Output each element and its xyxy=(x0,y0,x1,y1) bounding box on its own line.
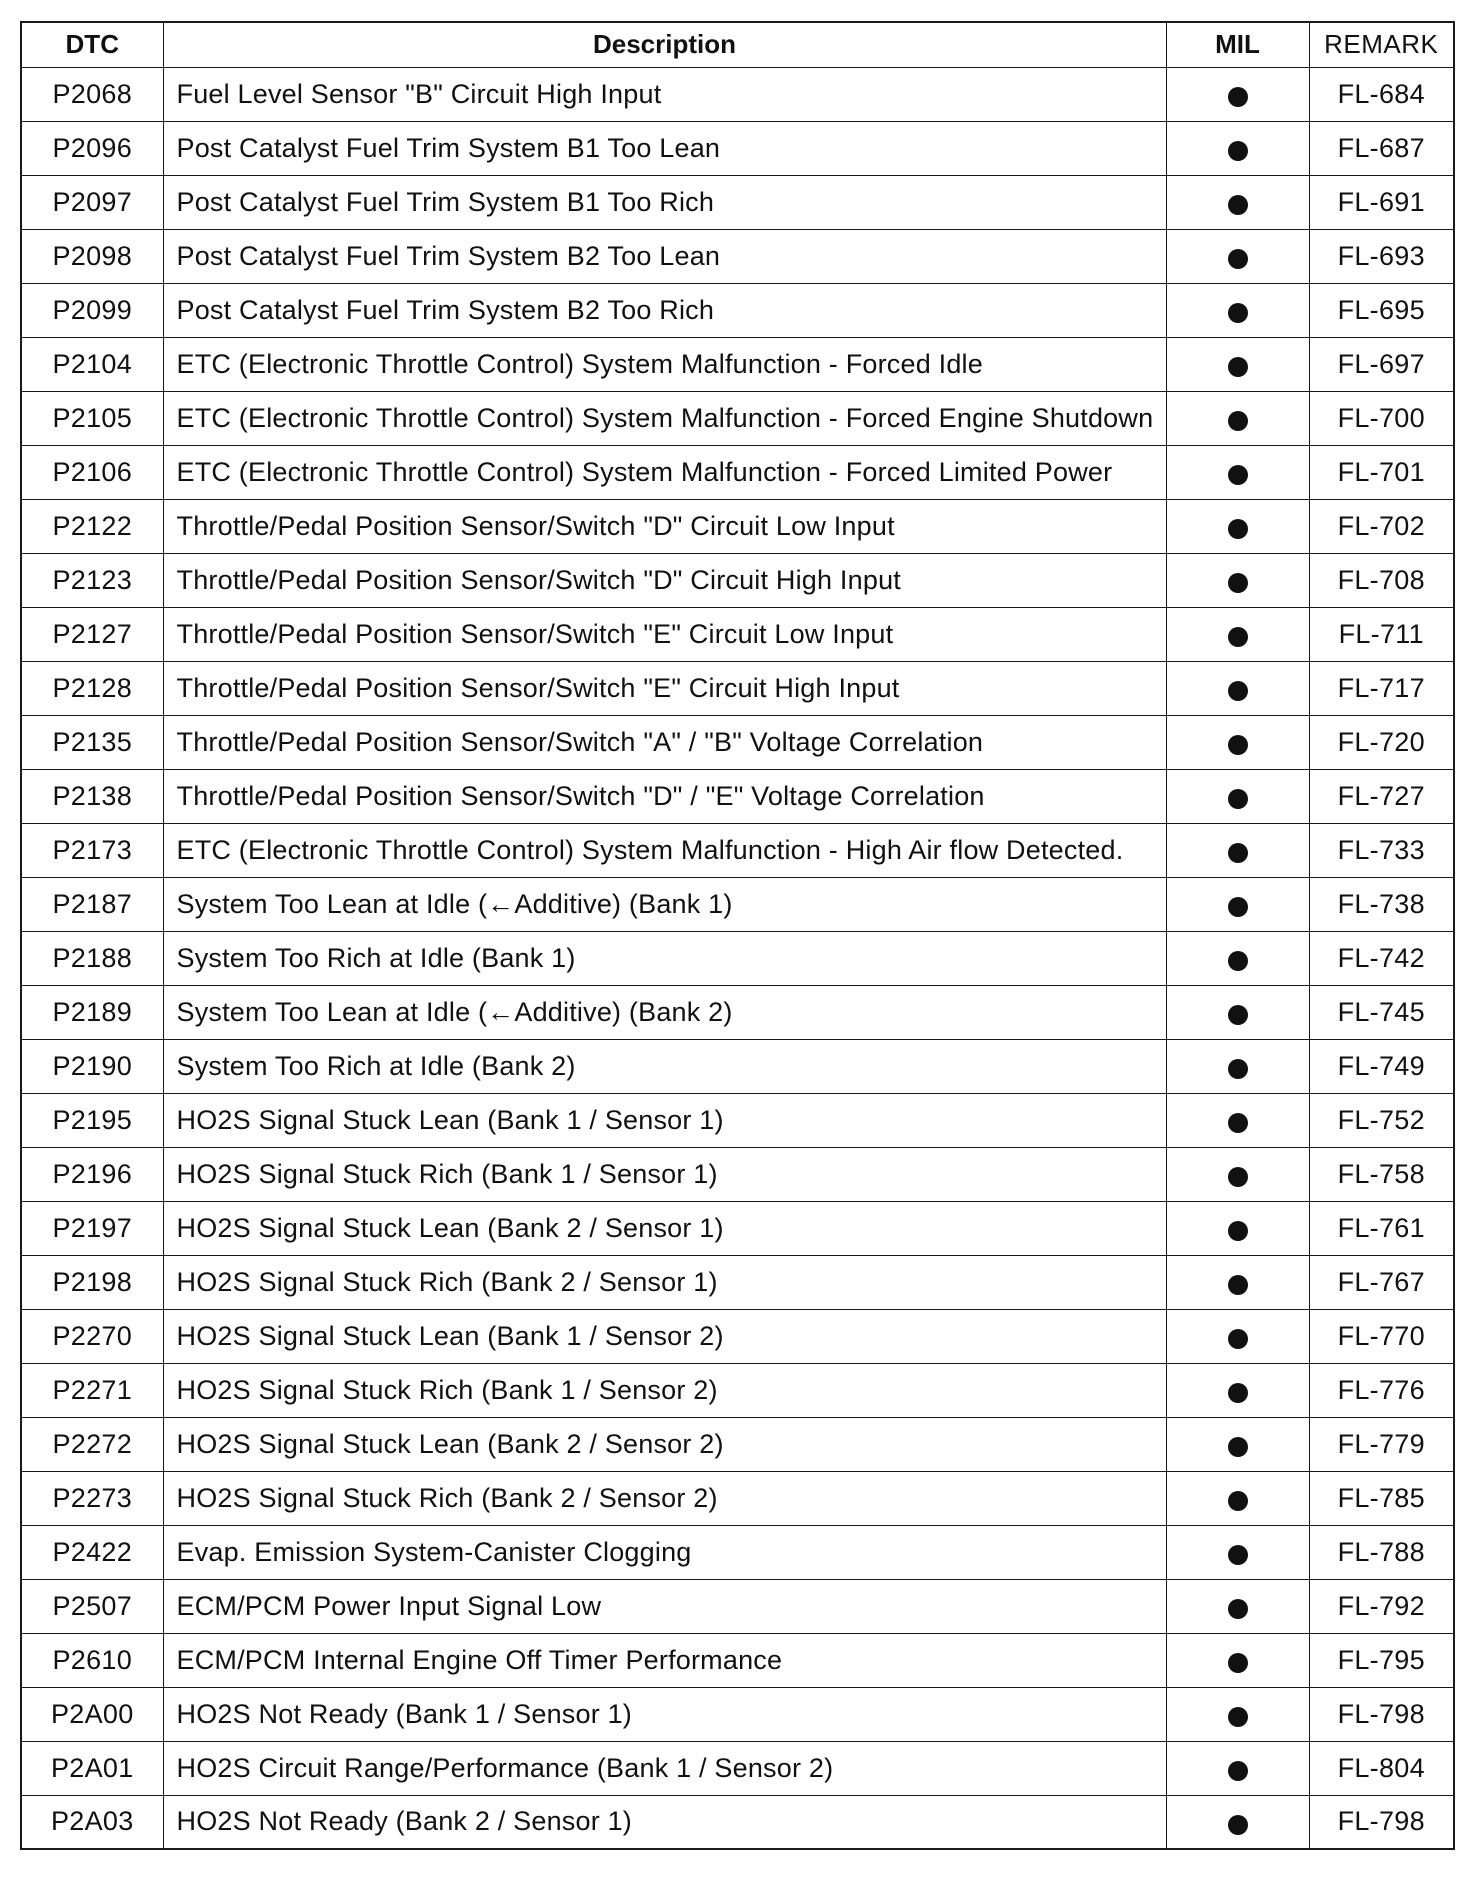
mil-indicator-icon xyxy=(1228,195,1248,215)
table-row xyxy=(21,229,1454,283)
dtc-description: HO2S Signal Stuck Rich (Bank 2 / Sensor 1) xyxy=(163,1255,1166,1309)
table-row xyxy=(21,1309,1454,1363)
dtc-description: Throttle/Pedal Position Sensor/Switch "A" / "B" Voltage Correlation xyxy=(163,715,1166,769)
remark-reference: FL-745 xyxy=(1309,985,1454,1039)
dtc-code: P2A00 xyxy=(21,1687,163,1741)
mil-indicator-icon xyxy=(1228,465,1248,485)
mil-cell xyxy=(1166,1363,1309,1417)
mil-cell xyxy=(1166,67,1309,121)
dtc-description: ETC (Electronic Throttle Control) System Malfunction - Forced Idle xyxy=(163,337,1166,391)
mil-cell xyxy=(1166,1039,1309,1093)
dtc-description: ECM/PCM Power Input Signal Low xyxy=(163,1579,1166,1633)
mil-cell xyxy=(1166,445,1309,499)
dtc-description: Evap. Emission System-Canister Clogging xyxy=(163,1525,1166,1579)
dtc-description: System Too Lean at Idle (←Additive) (Bank 1) xyxy=(163,877,1166,931)
mil-cell xyxy=(1166,1255,1309,1309)
mil-cell xyxy=(1166,1147,1309,1201)
dtc-code: P2188 xyxy=(21,931,163,985)
remark-reference: FL-687 xyxy=(1309,121,1454,175)
mil-cell xyxy=(1166,769,1309,823)
remark-reference: FL-697 xyxy=(1309,337,1454,391)
dtc-code: P2198 xyxy=(21,1255,163,1309)
remark-reference: FL-770 xyxy=(1309,1309,1454,1363)
dtc-code: P2A01 xyxy=(21,1741,163,1795)
remark-reference: FL-798 xyxy=(1309,1795,1454,1849)
remark-reference: FL-701 xyxy=(1309,445,1454,499)
table-row xyxy=(21,985,1454,1039)
dtc-description: ETC (Electronic Throttle Control) System Malfunction - Forced Limited Power xyxy=(163,445,1166,499)
dtc-description: Throttle/Pedal Position Sensor/Switch "E" Circuit High Input xyxy=(163,661,1166,715)
mil-cell xyxy=(1166,499,1309,553)
mil-indicator-icon xyxy=(1228,141,1248,161)
dtc-code: P2197 xyxy=(21,1201,163,1255)
dtc-code: P2106 xyxy=(21,445,163,499)
dtc-description: Fuel Level Sensor "B" Circuit High Input xyxy=(163,67,1166,121)
remark-reference: FL-700 xyxy=(1309,391,1454,445)
remark-reference: FL-691 xyxy=(1309,175,1454,229)
dtc-code: P2097 xyxy=(21,175,163,229)
remark-reference: FL-758 xyxy=(1309,1147,1454,1201)
table-row xyxy=(21,823,1454,877)
mil-cell xyxy=(1166,337,1309,391)
dtc-description: HO2S Signal Stuck Lean (Bank 1 / Sensor 2) xyxy=(163,1309,1166,1363)
remark-reference: FL-749 xyxy=(1309,1039,1454,1093)
mil-cell xyxy=(1166,121,1309,175)
header-mil: MIL xyxy=(1166,22,1309,67)
dtc-code: P2273 xyxy=(21,1471,163,1525)
dtc-code: P2195 xyxy=(21,1093,163,1147)
table-row xyxy=(21,661,1454,715)
table-row xyxy=(21,1633,1454,1687)
remark-reference: FL-788 xyxy=(1309,1525,1454,1579)
dtc-description: Throttle/Pedal Position Sensor/Switch "E" Circuit Low Input xyxy=(163,607,1166,661)
mil-indicator-icon xyxy=(1228,1437,1248,1457)
remark-reference: FL-738 xyxy=(1309,877,1454,931)
dtc-description: Throttle/Pedal Position Sensor/Switch "D" Circuit Low Input xyxy=(163,499,1166,553)
mil-indicator-icon xyxy=(1228,249,1248,269)
table-row xyxy=(21,1525,1454,1579)
mil-indicator-icon xyxy=(1228,735,1248,755)
dtc-description: ETC (Electronic Throttle Control) System Malfunction - Forced Engine Shutdown xyxy=(163,391,1166,445)
mil-cell xyxy=(1166,1579,1309,1633)
dtc-code: P2105 xyxy=(21,391,163,445)
dtc-description: HO2S Signal Stuck Lean (Bank 2 / Sensor 2) xyxy=(163,1417,1166,1471)
mil-indicator-icon xyxy=(1228,1113,1248,1133)
remark-reference: FL-776 xyxy=(1309,1363,1454,1417)
dtc-code: P2190 xyxy=(21,1039,163,1093)
table-row xyxy=(21,1687,1454,1741)
mil-cell xyxy=(1166,607,1309,661)
dtc-code: P2138 xyxy=(21,769,163,823)
remark-reference: FL-804 xyxy=(1309,1741,1454,1795)
mil-indicator-icon xyxy=(1228,519,1248,539)
mil-indicator-icon xyxy=(1228,1815,1248,1835)
dtc-code: P2096 xyxy=(21,121,163,175)
mil-cell xyxy=(1166,985,1309,1039)
table-body xyxy=(21,67,1454,1849)
dtc-code: P2422 xyxy=(21,1525,163,1579)
remark-reference: FL-779 xyxy=(1309,1417,1454,1471)
remark-reference: FL-717 xyxy=(1309,661,1454,715)
dtc-description: Post Catalyst Fuel Trim System B1 Too Rich xyxy=(163,175,1166,229)
remark-reference: FL-720 xyxy=(1309,715,1454,769)
table-row xyxy=(21,283,1454,337)
remark-reference: FL-767 xyxy=(1309,1255,1454,1309)
dtc-description: ETC (Electronic Throttle Control) System Malfunction - High Air flow Detected. xyxy=(163,823,1166,877)
mil-indicator-icon xyxy=(1228,843,1248,863)
table-row xyxy=(21,931,1454,985)
mil-indicator-icon xyxy=(1228,573,1248,593)
dtc-code: P2135 xyxy=(21,715,163,769)
dtc-code: P2173 xyxy=(21,823,163,877)
remark-reference: FL-792 xyxy=(1309,1579,1454,1633)
mil-cell xyxy=(1166,715,1309,769)
mil-indicator-icon xyxy=(1228,1383,1248,1403)
mil-indicator-icon xyxy=(1228,1221,1248,1241)
dtc-code: P2196 xyxy=(21,1147,163,1201)
mil-indicator-icon xyxy=(1228,1545,1248,1565)
mil-indicator-icon xyxy=(1228,789,1248,809)
dtc-description: System Too Rich at Idle (Bank 1) xyxy=(163,931,1166,985)
table-row xyxy=(21,1417,1454,1471)
dtc-code: P2507 xyxy=(21,1579,163,1633)
mil-indicator-icon xyxy=(1228,1005,1248,1025)
remark-reference: FL-702 xyxy=(1309,499,1454,553)
dtc-code: P2123 xyxy=(21,553,163,607)
remark-reference: FL-761 xyxy=(1309,1201,1454,1255)
header-dtc: DTC xyxy=(21,22,163,67)
mil-cell xyxy=(1166,175,1309,229)
mil-cell xyxy=(1166,1417,1309,1471)
remark-reference: FL-795 xyxy=(1309,1633,1454,1687)
dtc-description: HO2S Signal Stuck Rich (Bank 1 / Sensor 1) xyxy=(163,1147,1166,1201)
remark-reference: FL-785 xyxy=(1309,1471,1454,1525)
mil-indicator-icon xyxy=(1228,1167,1248,1187)
table-row xyxy=(21,769,1454,823)
remark-reference: FL-727 xyxy=(1309,769,1454,823)
table-row xyxy=(21,337,1454,391)
mil-cell xyxy=(1166,1795,1309,1849)
dtc-table xyxy=(20,21,1455,1850)
mil-cell xyxy=(1166,283,1309,337)
dtc-code: P2127 xyxy=(21,607,163,661)
table-header-row xyxy=(21,22,1454,67)
mil-cell xyxy=(1166,823,1309,877)
table-row xyxy=(21,445,1454,499)
table-row xyxy=(21,1471,1454,1525)
mil-cell xyxy=(1166,1741,1309,1795)
mil-cell xyxy=(1166,1471,1309,1525)
dtc-code: P2187 xyxy=(21,877,163,931)
table-row xyxy=(21,1201,1454,1255)
table-row xyxy=(21,1579,1454,1633)
table-row xyxy=(21,1093,1454,1147)
table-row xyxy=(21,499,1454,553)
dtc-code: P2068 xyxy=(21,67,163,121)
dtc-description: HO2S Signal Stuck Lean (Bank 1 / Sensor 1) xyxy=(163,1093,1166,1147)
dtc-code: P2099 xyxy=(21,283,163,337)
dtc-code: P2271 xyxy=(21,1363,163,1417)
table-row xyxy=(21,607,1454,661)
table-row xyxy=(21,553,1454,607)
remark-reference: FL-752 xyxy=(1309,1093,1454,1147)
dtc-description: HO2S Not Ready (Bank 2 / Sensor 1) xyxy=(163,1795,1166,1849)
remark-reference: FL-695 xyxy=(1309,283,1454,337)
remark-reference: FL-742 xyxy=(1309,931,1454,985)
mil-indicator-icon xyxy=(1228,1275,1248,1295)
dtc-description: HO2S Signal Stuck Rich (Bank 1 / Sensor 2) xyxy=(163,1363,1166,1417)
table-row xyxy=(21,1363,1454,1417)
dtc-code: P2098 xyxy=(21,229,163,283)
dtc-description: Post Catalyst Fuel Trim System B2 Too Lean xyxy=(163,229,1166,283)
table-row xyxy=(21,715,1454,769)
mil-indicator-icon xyxy=(1228,411,1248,431)
mil-indicator-icon xyxy=(1228,1707,1248,1727)
mil-indicator-icon xyxy=(1228,303,1248,323)
table-row xyxy=(21,877,1454,931)
table-row xyxy=(21,175,1454,229)
dtc-code: P2128 xyxy=(21,661,163,715)
dtc-description: HO2S Signal Stuck Lean (Bank 2 / Sensor 1) xyxy=(163,1201,1166,1255)
mil-cell xyxy=(1166,1201,1309,1255)
dtc-description: System Too Lean at Idle (←Additive) (Bank 2) xyxy=(163,985,1166,1039)
mil-cell xyxy=(1166,553,1309,607)
mil-indicator-icon xyxy=(1228,1491,1248,1511)
table-row xyxy=(21,67,1454,121)
remark-reference: FL-798 xyxy=(1309,1687,1454,1741)
mil-cell xyxy=(1166,1687,1309,1741)
remark-reference: FL-684 xyxy=(1309,67,1454,121)
table-row xyxy=(21,1741,1454,1795)
dtc-description: Throttle/Pedal Position Sensor/Switch "D" / "E" Voltage Correlation xyxy=(163,769,1166,823)
dtc-code: P2189 xyxy=(21,985,163,1039)
table-row xyxy=(21,1255,1454,1309)
table-row xyxy=(21,1147,1454,1201)
mil-cell xyxy=(1166,1093,1309,1147)
mil-cell xyxy=(1166,1309,1309,1363)
mil-indicator-icon xyxy=(1228,897,1248,917)
mil-indicator-icon xyxy=(1228,1059,1248,1079)
dtc-description: System Too Rich at Idle (Bank 2) xyxy=(163,1039,1166,1093)
mil-cell xyxy=(1166,229,1309,283)
mil-indicator-icon xyxy=(1228,87,1248,107)
dtc-code: P2A03 xyxy=(21,1795,163,1849)
mil-cell xyxy=(1166,877,1309,931)
dtc-description: Post Catalyst Fuel Trim System B1 Too Lean xyxy=(163,121,1166,175)
dtc-code: P2270 xyxy=(21,1309,163,1363)
dtc-description: Throttle/Pedal Position Sensor/Switch "D" Circuit High Input xyxy=(163,553,1166,607)
dtc-description: Post Catalyst Fuel Trim System B2 Too Rich xyxy=(163,283,1166,337)
mil-cell xyxy=(1166,1525,1309,1579)
dtc-description: HO2S Circuit Range/Performance (Bank 1 / Sensor 2) xyxy=(163,1741,1166,1795)
dtc-description: HO2S Not Ready (Bank 1 / Sensor 1) xyxy=(163,1687,1166,1741)
remark-reference: FL-693 xyxy=(1309,229,1454,283)
dtc-code: P2272 xyxy=(21,1417,163,1471)
remark-reference: FL-708 xyxy=(1309,553,1454,607)
remark-reference: FL-733 xyxy=(1309,823,1454,877)
mil-cell xyxy=(1166,391,1309,445)
table-row xyxy=(21,1039,1454,1093)
dtc-code: P2104 xyxy=(21,337,163,391)
mil-indicator-icon xyxy=(1228,1599,1248,1619)
table-row xyxy=(21,391,1454,445)
mil-cell xyxy=(1166,661,1309,715)
mil-indicator-icon xyxy=(1228,357,1248,377)
mil-cell xyxy=(1166,931,1309,985)
table-row xyxy=(21,121,1454,175)
remark-reference: FL-711 xyxy=(1309,607,1454,661)
mil-indicator-icon xyxy=(1228,1329,1248,1349)
mil-indicator-icon xyxy=(1228,1761,1248,1781)
dtc-description: ECM/PCM Internal Engine Off Timer Performance xyxy=(163,1633,1166,1687)
mil-indicator-icon xyxy=(1228,627,1248,647)
dtc-code: P2610 xyxy=(21,1633,163,1687)
mil-indicator-icon xyxy=(1228,951,1248,971)
table-row xyxy=(21,1795,1454,1849)
mil-indicator-icon xyxy=(1228,681,1248,701)
header-remark: REMARK xyxy=(1309,22,1454,67)
dtc-description: HO2S Signal Stuck Rich (Bank 2 / Sensor 2) xyxy=(163,1471,1166,1525)
header-description: Description xyxy=(163,22,1166,67)
dtc-code: P2122 xyxy=(21,499,163,553)
mil-cell xyxy=(1166,1633,1309,1687)
mil-indicator-icon xyxy=(1228,1653,1248,1673)
